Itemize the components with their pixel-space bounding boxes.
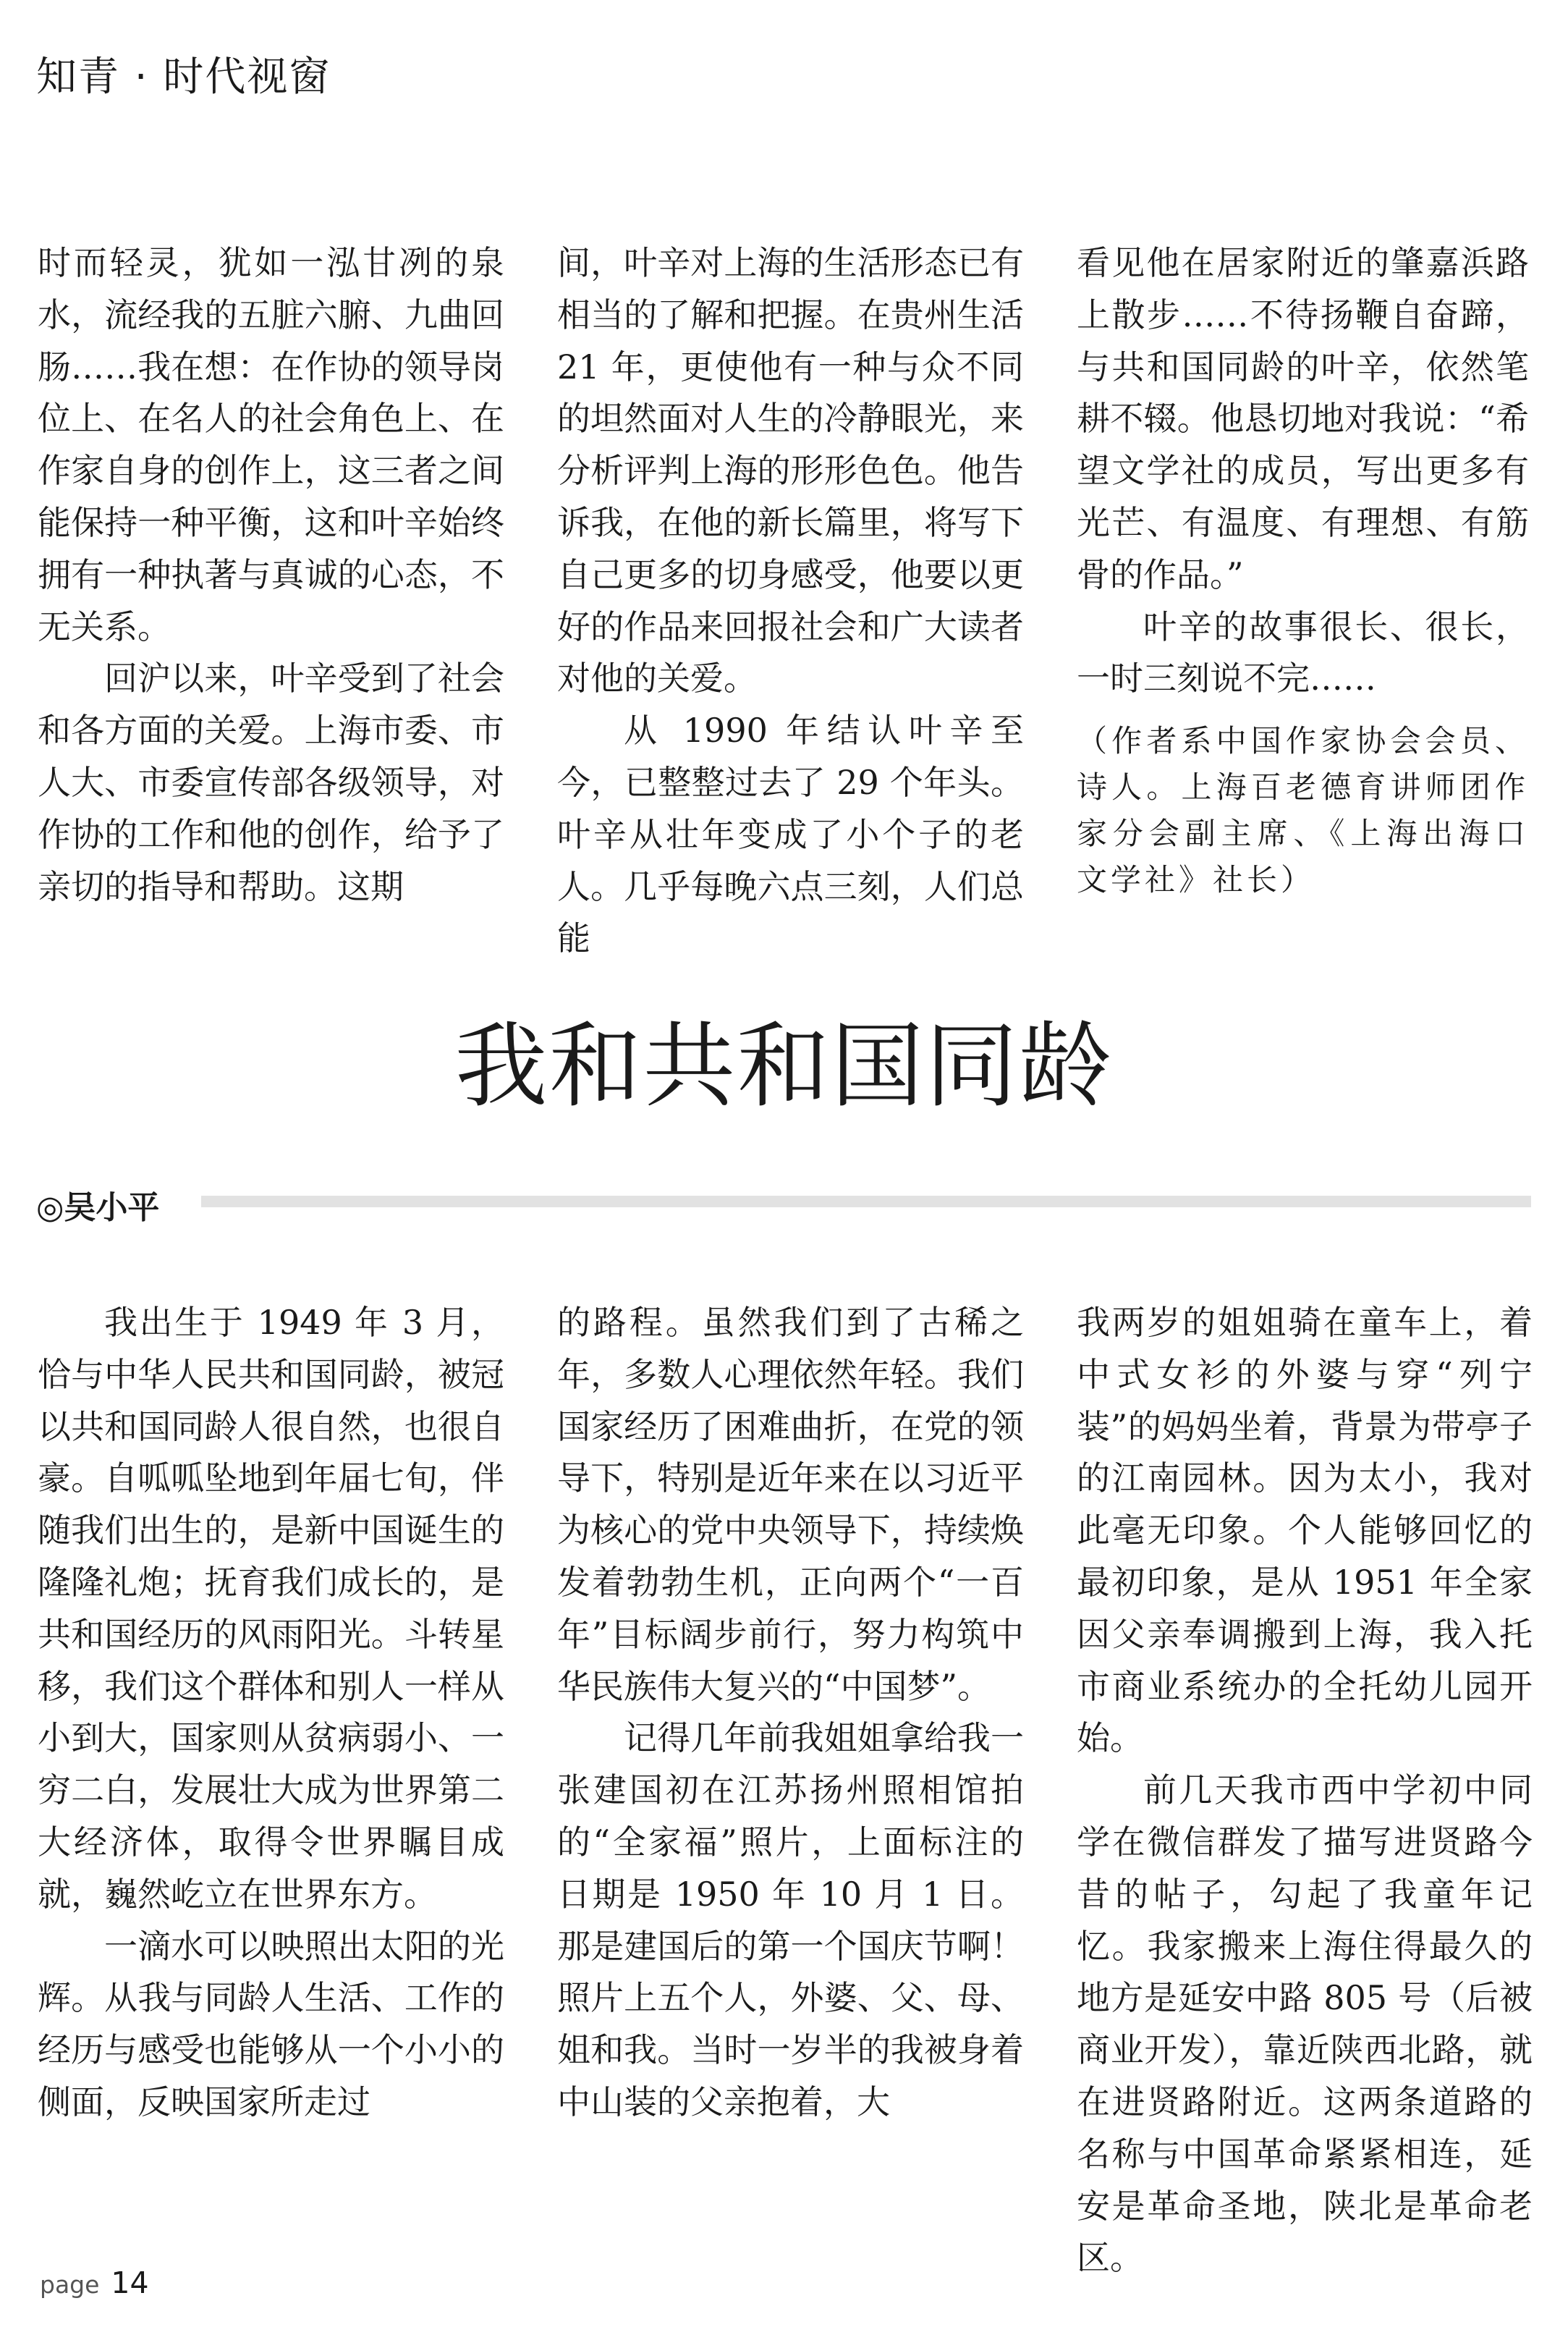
paragraph: 我出生于 1949 年 3 月，恰与中华人民共和国同龄，被冠以共和国同龄人很自然，也很自豪。自呱呱坠地到年届七旬，伴随我们出生的，是新中国诞生的隆隆礼炮；抚育我们成长的，是共和国经历的风雨阳光。斗转星移，我们这个群体和别人一样从小到大，国家则从贫病弱小、一穷二白，发展壮大成为世界第二大经济体，取得令世界瞩目成就，巍然屹立在世界东方。 xyxy=(38,1303,504,1914)
paragraph: 前几天我市西中学初中同学在微信群发了描写进贤路今昔的帖子，勾起了我童年记忆。我家搬来上海住得最久的地方是延安中路 805 号（后被商业开发），靠近陕西北路，就在进贤路附近。这两条道路的名称与中国革命紧紧相连，延安是革命圣地，陕北是革命老区。 xyxy=(1077,1770,1533,2278)
previous-article-column-3 xyxy=(1077,237,1529,903)
article-title: 我和共和国同龄 xyxy=(454,1013,1114,1120)
paragraph: 看见他在居家附近的肇嘉浜路上散步……不待扬鞭自奋蹄，与共和国同龄的叶辛，依然笔耕不辍。他恳切地对我说：“希望文学社的成员，写出更多有光芒、有温度、有理想、有筋骨的作品。” xyxy=(1077,243,1529,594)
page-footer xyxy=(40,2265,149,2300)
previous-article-column-1 xyxy=(38,237,504,913)
author-note: （作者系中国作家协会会员、诗人。上海百老德育讲师团作家分会副主席、《上海出海口文学社》社长） xyxy=(1077,723,1529,898)
title-divider xyxy=(201,1196,1531,1207)
paragraph: 记得几年前我姐姐拿给我一张建国初在江苏扬州照相馆拍的“全家福”照片，上面标注的日期是 1950 年 10 月 1 日。那是建国后的第一个国庆节啊！照片上五个人，外婆、父、母、姐和我。当时一岁半的我被身着中山装的父亲抱着，大 xyxy=(557,1718,1024,2121)
page-number: 14 xyxy=(111,2265,149,2300)
paragraph: 从 1990 年结认叶辛至今，已整整过去了 29 个年头。叶辛从壮年变成了小个子的老人。几乎每晚六点三刻，人们总能 xyxy=(557,711,1024,958)
page-label: page xyxy=(40,2271,100,2299)
paragraph: 叶辛的故事很长、很长，一时三刻说不完…… xyxy=(1077,607,1529,698)
previous-article-column-2 xyxy=(557,237,1024,965)
article-column-3 xyxy=(1077,1297,1533,2284)
article-author: ◎吴小平 xyxy=(36,1189,160,1226)
paragraph: 一滴水可以映照出太阳的光辉。从我与同龄人生活、工作的经历与感受也能够从一个小小的侧面，反映国家所走过 xyxy=(38,1926,504,2121)
section-header: 知青 · 时代视窗 xyxy=(36,54,331,101)
paragraph: 我两岁的姐姐骑在童车上，着中式女衫的外婆与穿“列宁装”的妈妈坐着，背景为带亭子的江南园林。因为太小，我对此毫无印象。个人能够回忆的最初印象，是从 1951 年全家因父亲奉调搬到上海，我入托市商业系统办的全托幼儿园开始。 xyxy=(1077,1303,1533,1758)
article-column-1 xyxy=(38,1297,504,2129)
article-column-2 xyxy=(557,1297,1024,2129)
paragraph: 的路程。虽然我们到了古稀之年，多数人心理依然年轻。我们国家经历了困难曲折，在党的领导下，特别是近年来在以习近平为核心的党中央领导下，持续焕发着勃勃生机，正向两个“一百年”目标阔步前行，努力构筑中华民族伟大复兴的“中国梦”。 xyxy=(557,1303,1024,1706)
paragraph: 时而轻灵，犹如一泓甘冽的泉水，流经我的五脏六腑、九曲回肠……我在想：在作协的领导岗位上、在名人的社会角色上、在作家自身的创作上，这三者之间能保持一种平衡，这和叶辛始终拥有一种执著与真诚的心态，不无关系。 xyxy=(38,243,504,646)
paragraph: 间，叶辛对上海的生活形态已有相当的了解和把握。在贵州生活 21 年，更使他有一种与众不同的坦然面对人生的冷静眼光，来分析评判上海的形形色色。他告诉我，在他的新长篇里，将写下自己更多的切身感受，他要以更好的作品来回报社会和广大读者对他的关爱。 xyxy=(557,243,1024,698)
paragraph: 回沪以来，叶辛受到了社会和各方面的关爱。上海市委、市人大、市委宣传部各级领导，对作协的工作和他的创作，给予了亲切的指导和帮助。这期 xyxy=(38,659,504,906)
